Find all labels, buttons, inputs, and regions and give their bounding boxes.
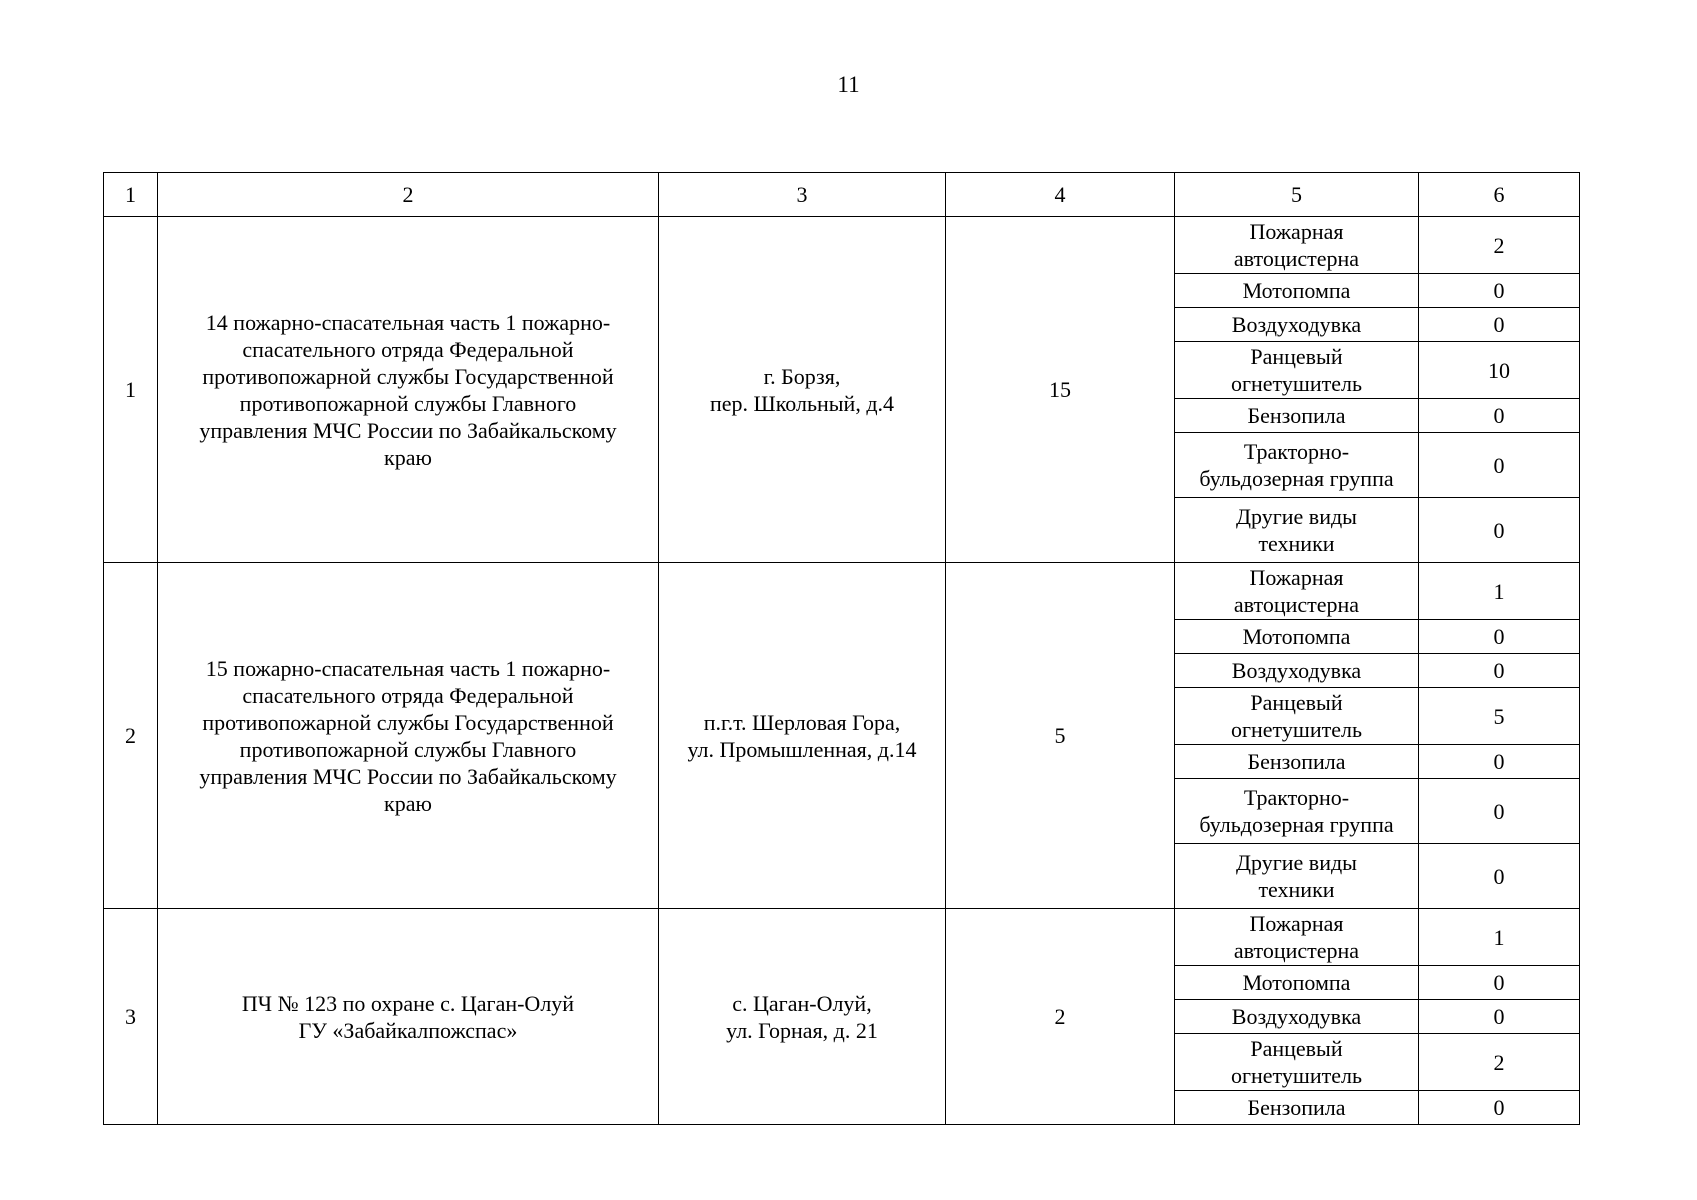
equipment-qty-cell: 10: [1419, 342, 1580, 399]
equipment-qty-cell: 0: [1419, 274, 1580, 308]
equipment-name-cell: Другие виды техники: [1175, 498, 1419, 563]
equipment-qty-cell: 0: [1419, 399, 1580, 433]
equipment-name-cell: Тракторно- бульдозерная группа: [1175, 779, 1419, 844]
column-header: 4: [946, 173, 1175, 217]
equipment-name-cell: Бензопила: [1175, 399, 1419, 433]
equipment-name-cell: Мотопомпа: [1175, 966, 1419, 1000]
equipment-name-cell: Другие виды техники: [1175, 844, 1419, 909]
equipment-qty-cell: 0: [1419, 1000, 1580, 1034]
table-row: [104, 909, 1580, 966]
personnel-count-cell: 5: [946, 563, 1175, 909]
equipment-qty-cell: 1: [1419, 563, 1580, 620]
column-header: 6: [1419, 173, 1580, 217]
table-row: [104, 563, 1580, 620]
equipment-qty-cell: 0: [1419, 433, 1580, 498]
equipment-qty-cell: 0: [1419, 620, 1580, 654]
table-header-row: [104, 173, 1580, 217]
equipment-qty-cell: 0: [1419, 308, 1580, 342]
unit-name-cell: 15 пожарно-спасательная часть 1 пожарно- спасательного отряда Федеральной противопожарной службы Государственной противопожарной службы Главного управления МЧС России по Забайкальскому краю: [158, 563, 659, 909]
table-row: [104, 217, 1580, 274]
equipment-name-cell: Мотопомпа: [1175, 274, 1419, 308]
equipment-name-cell: Воздуходувка: [1175, 1000, 1419, 1034]
equipment-qty-cell: 0: [1419, 498, 1580, 563]
equipment-qty-cell: 5: [1419, 688, 1580, 745]
address-cell: п.г.т. Шерловая Гора, ул. Промышленная, д.14: [659, 563, 946, 909]
column-header: 3: [659, 173, 946, 217]
column-header: 1: [104, 173, 158, 217]
equipment-name-cell: Воздуходувка: [1175, 654, 1419, 688]
equipment-qty-cell: 0: [1419, 966, 1580, 1000]
column-header: 2: [158, 173, 659, 217]
unit-name-cell: 14 пожарно-спасательная часть 1 пожарно- спасательного отряда Федеральной противопожарной службы Государственной противопожарной службы Главного управления МЧС России по Забайкальскому краю: [158, 217, 659, 563]
unit-name-cell: ПЧ № 123 по охране с. Цаган-Олуй ГУ «Забайкалпожспас»: [158, 909, 659, 1125]
equipment-name-cell: Ранцевый огнетушитель: [1175, 342, 1419, 399]
row-number-cell: 3: [104, 909, 158, 1125]
table-body: [104, 173, 1580, 1125]
address-cell: г. Борзя, пер. Школьный, д.4: [659, 217, 946, 563]
equipment-name-cell: Бензопила: [1175, 1091, 1419, 1125]
equipment-qty-cell: 0: [1419, 654, 1580, 688]
column-header: 5: [1175, 173, 1419, 217]
equipment-qty-cell: 2: [1419, 217, 1580, 274]
equipment-name-cell: Бензопила: [1175, 745, 1419, 779]
equipment-qty-cell: 0: [1419, 745, 1580, 779]
equipment-qty-cell: 0: [1419, 1091, 1580, 1125]
row-number-cell: 1: [104, 217, 158, 563]
equipment-name-cell: Ранцевый огнетушитель: [1175, 688, 1419, 745]
personnel-count-cell: 2: [946, 909, 1175, 1125]
address-cell: с. Цаган-Олуй, ул. Горная, д. 21: [659, 909, 946, 1125]
equipment-table: [103, 172, 1580, 1125]
equipment-qty-cell: 0: [1419, 844, 1580, 909]
equipment-qty-cell: 1: [1419, 909, 1580, 966]
equipment-name-cell: Пожарная автоцистерна: [1175, 563, 1419, 620]
row-number-cell: 2: [104, 563, 158, 909]
equipment-name-cell: Ранцевый огнетушитель: [1175, 1034, 1419, 1091]
equipment-name-cell: Пожарная автоцистерна: [1175, 217, 1419, 274]
equipment-qty-cell: 0: [1419, 779, 1580, 844]
equipment-qty-cell: 2: [1419, 1034, 1580, 1091]
equipment-name-cell: Мотопомпа: [1175, 620, 1419, 654]
equipment-name-cell: Пожарная автоцистерна: [1175, 909, 1419, 966]
equipment-name-cell: Воздуходувка: [1175, 308, 1419, 342]
personnel-count-cell: 15: [946, 217, 1175, 563]
page-number: 11: [837, 72, 860, 97]
equipment-name-cell: Тракторно- бульдозерная группа: [1175, 433, 1419, 498]
